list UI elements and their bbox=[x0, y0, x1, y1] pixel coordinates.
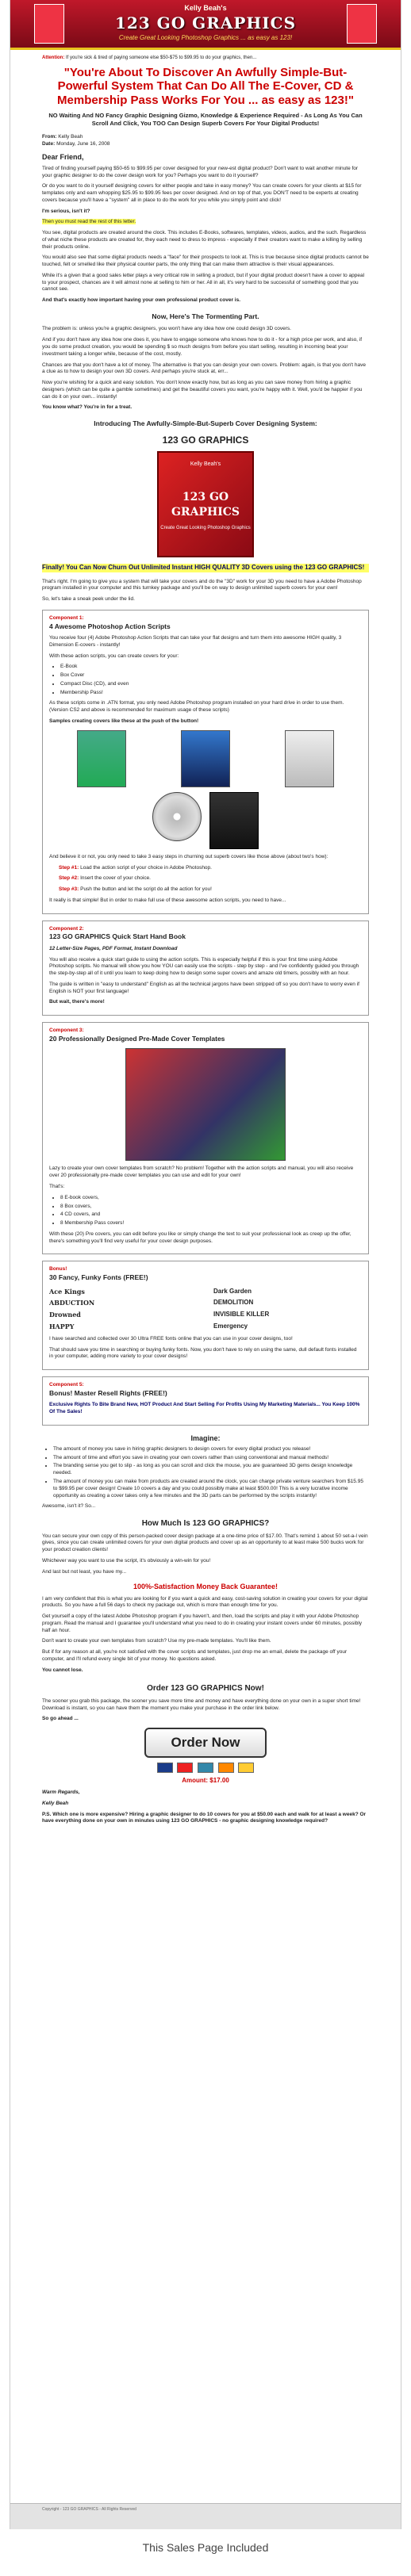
page-footer: Copyright - 123 GO GRAPHICS - All Rights Reserved bbox=[10, 2503, 401, 2529]
postscript: P.S. Which one is more expensive? Hiring a graphic designer to do 10 covers for you at $50.00 each and walk for at least a week? Or have everything done on your own in minutes using 123 GO GRAPHICS - no graphic designing knowledge required? bbox=[42, 1811, 367, 1824]
product-title: 123 GO GRAPHICS bbox=[162, 434, 249, 446]
component-1-list: • E-Book • Box Cover • Compact Disc (CD), and even • Membership Pass! bbox=[60, 664, 362, 696]
templates-preview-image bbox=[125, 1048, 286, 1161]
payment-cards bbox=[42, 1763, 369, 1775]
intro-paragraph-2: Or do you want to do it yourself designing covers for either people and take in easy money? You can create covers for your clients at $15 for templates only and earn whopping $25.95 to $99.95 fees per cover designed. And on top of that, you DON'T need to be experts at creating covers because you'll have a "system" all in place to do the work for you while you simply point and click! bbox=[42, 183, 362, 203]
sample-box-image bbox=[209, 792, 259, 849]
mastercard-icon bbox=[177, 1763, 193, 1773]
main-headline: "You're About To Discover An Awfully Simple-But-Powerful System That Can Do All The E-Cover, CD & Membership Pass Works For You ... as easy as 123!" bbox=[57, 66, 354, 107]
order-now-button[interactable]: Order Now bbox=[144, 1728, 267, 1758]
section-tormenting-title: Now, Here's The Tormenting Part. bbox=[152, 312, 259, 321]
imagine-list: • The amount of money you save in hiring graphic designers to design covers for every digital product you release! • The amount of time and effort you save in creating your own covers rather than using conventional and manual methods! • The branding sense you get to slip - as long as you can scroll and click the mouse, you are guaranteed 3D gems design knowledge needed. • The amount of money you can make from products are created around the clock, you can charge private venture searchers from $15.95 to $99.95 per cover design! Create 10 covers a day and you could possibly make at least $500.00! This is a very lucrative income opportunity as creating a cover takes only a few minutes and the 3D parts can be performed by the scripts instantly! bbox=[53, 1446, 369, 1499]
body1-p3: While it's a given that a good sales letter plays a very critical role in selling a product, but if your digital product doesn't have a cover to appeal to your prospect, chances are it will almost none at selling to him or her. All in all, it's very hard to be successful of something good that you cannot see. bbox=[42, 272, 365, 293]
order-amount: Amount: $17.00 bbox=[182, 1777, 229, 1785]
product-box-image-right bbox=[347, 4, 377, 44]
finally-statement: Finally! You Can Now Churn Out Unlimited Instant HIGH QUALITY 3D Covers using the 123 GO GRAPHICS! bbox=[42, 564, 369, 572]
sample-cd-image bbox=[152, 792, 202, 841]
component-1-title: 4 Awesome Photoshop Action Scripts bbox=[49, 622, 171, 630]
body1-p1: You see, digital products are created around the clock. This includes E-Books, softwares, templates, videos, audios, and the such. Regardless of what niche these products are created for, they each need to dress to impress - especially if their creators want to make a killing by selling their products online. bbox=[42, 230, 367, 250]
font-samples: Ace Kings Dark Garden ABDUCTION DEMOLITION Drowned INVISIBLE KILLER HAPPY Emergency bbox=[49, 1287, 270, 1330]
banner-product-name: 123 GO GRAPHICS bbox=[114, 13, 297, 33]
signature-name: Kelly Beah bbox=[42, 1800, 69, 1806]
attention-text: If you're sick & tired of paying someone else $50-$75 to $99.95 to do your graphics, then... bbox=[66, 56, 257, 60]
visa-card-icon bbox=[157, 1763, 173, 1773]
component-3-box: Component 3: 20 Professionally Designed Pre-Made Cover Templates Lazy to create your own cover templates from scratch? No problem! Together with the action scripts and manual, you will also receive over 20 professionally pre-made cover templates you can use and edit for your own! That's: • 8 E-book covers, • 8 Box covers, • 4 CD covers, and • 8 Membership Pass covers! With these (20) Pre covers, you can edit before you like or simply change the text to suit your professional look as creep up the offer, there's something you'll find very useful for your cover design purposes. bbox=[42, 1022, 369, 1254]
introducing-line: Introducing The Awfully-Simple-But-Superb Cover Designing System: bbox=[94, 419, 317, 428]
sample-cover-image bbox=[285, 730, 334, 787]
sample-cover-image bbox=[181, 730, 230, 787]
sales-page bbox=[10, 0, 401, 2529]
guarantee-title: 100%-Satisfaction Money Back Guarantee! bbox=[133, 1583, 278, 1591]
banner-author: Kelly Beah's bbox=[184, 4, 227, 12]
component-4-title: 30 Fancy, Funky Fonts (FREE!) bbox=[49, 1273, 148, 1282]
body1-p4: And that's exactly how important having your own professional product cover is. bbox=[42, 297, 241, 304]
component-5-box: Component 5: Bonus! Master Resell Rights (FREE!) Exclusive Rights To Bite Brand New, HOT Product And Start Selling For Profits Using My Marketing Materials... You Keep 100% Of The Sales! bbox=[42, 1376, 369, 1426]
order-title: Order 123 GO GRAPHICS Now! bbox=[147, 1684, 264, 1694]
warm-regards: Warm Regards, bbox=[42, 1789, 80, 1796]
salutation: Dear Friend, bbox=[42, 152, 84, 161]
body2-p3: Chances are that you don't have a lot of money. The alternative is that you can design your own covers. Problem: again, is that you don't have a clue as to how to design your own 3D covers. And perhaps you're stuck at, err... bbox=[42, 362, 367, 375]
paypal-icon bbox=[238, 1763, 254, 1773]
body1-p2: You would also see that some digital products needs a "face" for their prospects to look at. This is true because since digital products cannot be touched, felt or smelled like their physical counter parts, the only thing that can make them attractive is their visual appearances. bbox=[42, 255, 369, 268]
sample-covers-row-2 bbox=[49, 792, 362, 849]
cost-title: How Much Is 123 GO GRAPHICS? bbox=[141, 1519, 270, 1529]
header-banner bbox=[10, 0, 401, 50]
attention-line bbox=[42, 55, 369, 61]
intro-paragraph-1: Tired of finding yourself paying $50-65 to $99.95 per cover designed for your new-est digital product? Don't want to wait another minute for your graphic designer to do the cover design work for you? Perhaps you want to do it yourself? bbox=[42, 165, 359, 178]
body2-p2: And if you don't have any idea how one does it, you have to engage someone who knows how to do it - for a high price per work, and also, if you do some product creation, you would be spending $ so much designs from before you start selling, resulting in incoming beat your investment taking a longer while, because of the cost, mostly. bbox=[42, 337, 363, 357]
highlight-line: Then you must read the rest of this letter. bbox=[42, 219, 136, 225]
component-2-box: Component 2: 123 GO GRAPHICS Quick Start Hand Book 12 Letter-Size Pages, PDF Format, Instant Download You will also receive a quick start guide to using the action scripts. This is especially helpful if this is your first time using Adobe Photoshop scripts. No manual will show you how YOU can easily use the scripts - step by step - and I've confidently guided you through the step-by-step all of it until you learn to keep doing how to design some super covers and amaze old timers, possibly with an hour. The guide is written in "easy to understand" English as all the technical jargons have been stripped off so you don't have to worry even if English is NOT your first language! But wait, there's more! bbox=[42, 921, 369, 1016]
body3-p2: So, let's take a sneak peek under the lid. bbox=[42, 596, 135, 603]
banner-tagline: Create Great Looking Photoshop Graphics ... as easy as 123! bbox=[118, 34, 293, 42]
body2-p4: Now you're wishing for a quick and easy solution. You don't know exactly how, but as long as you can save money from hiring a graphic designers (which can be quite a gamble sometimes) and get the beautiful covers you want, you're happy with it. Well, you'd be happier if you can do it on your own... instantly! bbox=[42, 380, 363, 400]
image-caption: This Sales Page Included bbox=[142, 2541, 269, 2554]
component-1-box: Component 1: 4 Awesome Photoshop Action Scripts You receive four (4) Adobe Photoshop Action Scripts that can take your flat designs and turn them into awesome HIGH quality, 3 Dimension E-covers - instantly! With these action scripts, you can create covers for your: • E-Book • Box Cover • Compact Disc (CD), and even • Membership Pass! As these scripts come in .ATN format, you only need Adobe Photoshop program installed on your hard drive in order to use them. (Version CS2 and above is recommended for maximum usage of these scripts) Samples creating covers like these at the push of the button! And believe it or not, you only need to take 3 easy steps in churning out superb covers like those above (about two's how): Step #1: Load the action script of your choice in Adobe Photoshop. Step #2: Insert the cover of your choice. Step #3: Push the button and let the script do all the action for you! It really is that simple! But in order to make full use of these awesome action scripts, you need to have... bbox=[42, 610, 369, 914]
intro-paragraph-3: I'm serious, isn't it? bbox=[42, 208, 90, 214]
body2-p5: You know what? You're in for a treat. bbox=[42, 404, 133, 411]
component-4-box: Bonus! 30 Fancy, Funky Fonts (FREE!) Ace Kings Dark Garden ABDUCTION DEMOLITION Drowned INVISIBLE KILLER HAPPY Emergency I have searched and collected over 30 Ultra FREE fonts online that you can use in your cover designs, too! That should save you time in searching or buying funky fonts. Now, you don't have to rely on using the same, dull default fonts installed in your computer, adding more variety to your cover designs! bbox=[42, 1261, 369, 1370]
body2-p1: The problem is: unless you're a graphic designers, you won't have any idea how one could design 3D covers. bbox=[42, 326, 291, 332]
imagine-title: Imagine: bbox=[190, 1433, 221, 1442]
sample-cover-image bbox=[77, 730, 126, 787]
product-cover-image: Kelly Beah's 123 GO GRAPHICS Create Great Looking Photoshop Graphics bbox=[157, 451, 254, 557]
discover-card-icon bbox=[218, 1763, 234, 1773]
component-5-title: Bonus! Master Resell Rights (FREE!) bbox=[49, 1388, 167, 1397]
component-2-title: 123 GO GRAPHICS Quick Start Hand Book bbox=[49, 932, 186, 941]
product-box-image bbox=[34, 4, 64, 44]
component-3-title: 20 Professionally Designed Pre-Made Cover Templates bbox=[49, 1034, 225, 1043]
attention-label: Attention: bbox=[42, 56, 65, 60]
letter-body: Attention: If you're sick & tired of paying someone else $50-$75 to $99.95 to do your graphics, then... "You're About To Discover An Awfully Simple-But-Powerful System That Can Do All The E-Cover, CD & Membership Pass Works For You ... as easy as 123!" NO Waiting And NO Fancy Graphic Designing Gizmo, Knowledge & Experience Required - As Long As You Can Scroll And Click, You TOO Can Design Superb Covers For Your Digital Products! From: Kelly Beah Date: Monday, June 16, 2008 Dear Friend, Tired of finding yourself paying $50-65 to $99.95 per cover designed for your new-est digital product? Don't want to wait another minute for your graphic designer to do the cover design work for you? Perhaps you want to do it yourself? Or do you want to do it yourself designing covers for either people and take in easy money? You can create covers for your clients at $15 for templates only and earn whopping $25.95 to $99.95 fees per cover designed. And on top of that, you DON'T need to be experts at creating covers because you'll have a "system" all in place to do the work for you while you simply point and click! I'm serious, isn't it? Then you must read the rest of this letter. You see, digital products are created around the clock. This includes E-Books, softwares, templates, videos, audios, and the such. Regardless of what niche these products are created for, they each need to dress to impress - especially if their creators want to make a killing by selling their products online. You would also see that some digital products needs a "face" for their prospects to look at. This is true because since digital products cannot be touched, felt or smelled like their physical counter parts, the only thing that can make them attractive is their visual appearances. While it's a given that a good sales letter plays a very critical role in selling a product, but if your digital product doesn't have a cover to appeal to your prospect, chances are it will almost none at selling to him or her. All in all, it's very hard to be successful of something good that you cannot see. And that's exactly how important having your own professional product cover is. Now, Here's The Tormenting Part. The problem is: unless you're a graphic designers, you won't have any idea how one could design 3D covers. And if you don't have any idea how one does it, you have to engage someone who knows how to do it - for a high price per work, and also, if you do some product creation, you would be spending $ so much designs from before you start selling, resulting in incoming beat your investment taking a longer while, because of the cost, mostly. Chances are that you don't have a lot of money. The alternative is that you can design your own covers. Problem: again, is that you don't have a clue as to how to design your own 3D covers. And perhaps you're stuck at, err... Now you're wishing for a quick and easy solution. You don't know exactly how, but as long as you can save money from hiring a graphic designers (which can be quite a gamble sometimes) and get the beautiful covers you want, you're happy with it. Well, you'd be happier if you can do it on your own... instantly! You know what? You're in for a treat. Introducing The Awfully-Simple-But-Superb Cover Designing System: 123 GO GRAPHICS Kelly Beah's 123 GO GRAPHICS Create Great Looking Photoshop Graphics Finally! You Can Now Churn Out Unlimited Instant HIGH QUALITY 3D Covers using the 123 GO GRAPHICS! That's right. I'm going to give you a system that will take your covers and do the "3D" work for your 3D you need to have a Adobe Photoshop program installed in your computer and this turnkey package and you'll be on way to design unlimited superb covers for your own! So, let's take a sneak peek under the lid. Component 1: 4 Awesome Photoshop Action Scripts You receive four (4) Adobe Photoshop Action Scripts that can take your flat designs and turn them into awesome HIGH quality, 3 Dimension E-covers - instantly! With these action scripts, you can create covers for your: • E-Book • Box Cover • Compact Disc (CD), and even • Membership Pass! As these scripts come in .ATN format, you only need Adobe Photoshop program installed on your hard drive in order to use them. (Version CS2 and above is recommended for maximum usage of these scripts) Samples creating covers like these at the push of the button! And believe it or not, you only need to take 3 easy steps in churning out superb covers like those above (about two's how): Step #1: Load the action script of your choice in Adobe Photoshop. Step #2: Insert the cover of your choice. Step #3: Push the button and let the script do all the action for you! It really is that simple! But in order to make full use of these awesome action scripts, you need to have... Component 2: 123 GO GRAPHICS Quick Start Hand Book 12 Letter-Size Pages, PDF Format, Instant Download You will also receive a quick start guide to using the action scripts. This is especially helpful if this is your first time using Adobe Photoshop scripts. No manual will show you how YOU can easily use the scripts - step by step - and I've confidently guided you through the step-by-step all of it until you learn to keep doing how to design some super covers and amaze old timers, possibly with an hour. The guide is written in "easy to understand" English as all the technical jargons have been stripped off so you don't have to worry even if English is NOT your first language! But wait, there's more! Component 3: 20 Professionally Designed Pre-Made Cover Templates Lazy to create your own cover templates from scratch? No problem! Together with the action scripts and manual, you will also receive over 20 professionally pre-made cover templates you can use and edit for your own! That's: • 8 E-book covers, • 8 Box covers, • 4 CD covers, and • 8 Membership Pass covers! With these (20) Pre covers, you can edit before you like or simply change the text to suit your professional look as creep up the offer, there's something you'll find very useful for your cover design purposes. Bonus! 30 Fancy, Funky Fonts (FREE!) Ace Kings Dark Garden ABDUCTION DEMOLITION Drowned INVISIBLE KILLER HAPPY Emergency I have searched and collected over 30 Ultra FREE fonts online that you can use in your cover designs, too! That should save you time in searching or buying funky fonts. Now, you don't have to rely on using the same, dull default fonts installed in your computer, adding more variety to your cover designs! Component 5: Bonus! Master Resell Rights (FREE!) Exclusive Rights To Bite Brand New, HOT Product And Start Selling For Profits Using My Marketing Materials... You Keep 100% Of The Sales! Imagine: • The amount of money you save in hiring graphic designers to design covers for every digital product you release! • The amount of time and effort you save in creating your own covers rather than using conventional and manual methods! • The branding sense you get to slip - as long as you can scroll and click the mouse, you are guaranteed 3D gems design knowledge needed. • The amount of money you can make from products are created around the clock, you can charge private venture searchers from $15.95 to $99.95 per cover design! Create 10 covers a day and you could possibly make at least $500.00! This is a very lucrative income opportunity as creating a cover takes only a few minutes and the 3D parts can be performed by the scripts instantly! Awesome, isn't it? So... How Much Is 123 GO GRAPHICS? You can secure your own copy of this person-packed cover design package at a one-time price of $17.00. That's remind 1 about 50 set-a-l vein gives, since you can create unlimited covers for your own digital products and cover up as an opportunity to at least make 500 bucks work for your product creation clients! Whichever way you want to use the script, it's obviously a win-win for you! And last but not least, you have my... 100%-Satisfaction Money Back Guarantee! I am very confident that this is what you are looking for if you want a quick and easy, cost-saving solution in creating your covers for your digital products. So you have a full 56 days to check my package out, which is more than enough time for you. Get yourself a copy of the latest Adobe Photoshop program if you haven't, and then, load the scripts and play it with your Adobe Photoshop program. Read the manual and I guarantee you'll understand what you need to do in creating your instant covers under 60 minutes, possibly half an hour. Don't want to create your own templates from scratch? Use my pre-made templates. You'll like them. But if for any reason at all, you're not satisfied with the cover scripts and templates, just drop me an email, delete the package off your computer, and I'll refund every single bit of your money. No questions asked. You cannot lose. Order 123 GO GRAPHICS Now! The sooner you grab this package, the sooner you save more time and money and have everything done on your own in a super short time! Download is instant, so you can have them the moment you make your purchase in the order link below. So go ahead ... Order Now Amount: $17.00 Warm Regards, Kelly Beah P.S. Which one is more expensive? Hiring a graphic designer to do 10 covers for you at $50.00 each and walk for at least a week? Or have everything done on your own in minutes using 123 GO GRAPHICS - no graphic designing knowledge required? bbox=[10, 50, 401, 1834]
amex-card-icon bbox=[198, 1763, 213, 1773]
sample-covers-row-1 bbox=[49, 730, 362, 787]
from-line: From: Kelly Beah Date: Monday, June 16, 2008 bbox=[42, 134, 110, 147]
body3-p1: That's right. I'm going to give you a system that will take your covers and do the "3D" work for your 3D you need to have a Adobe Photoshop program installed in your computer and this turnkey package and you'll be on way to design unlimited superb covers for your own! bbox=[42, 578, 362, 591]
sub-headline: NO Waiting And NO Fancy Graphic Designing Gizmo, Knowledge & Experience Required - As Long As You Can Scroll And Click, You TOO Can Design Superb Covers For Your Digital Products! bbox=[48, 111, 363, 127]
